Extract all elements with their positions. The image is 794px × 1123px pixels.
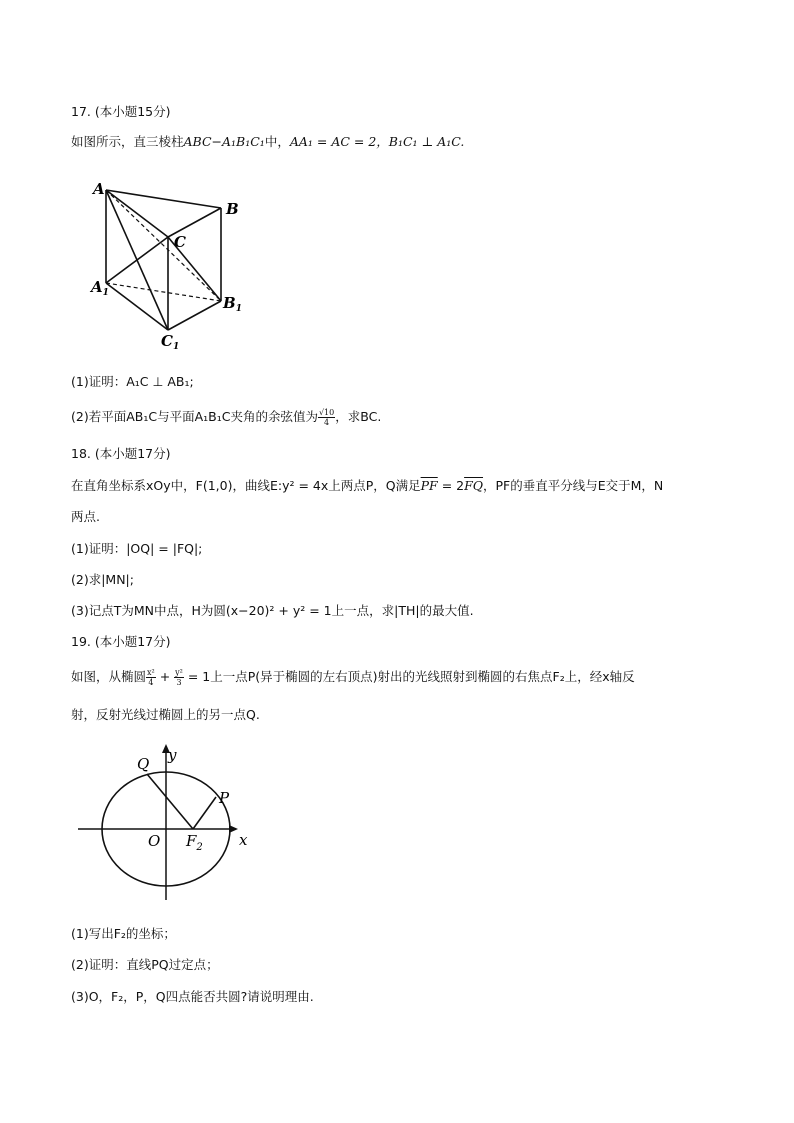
ellipse-figure	[78, 740, 258, 905]
q19-plus: +	[155, 669, 175, 684]
q18-part3: (3)记点T为MN中点，H为圆(x−20)² + y² = 1上一点，求|TH|的最大值.	[71, 603, 474, 618]
prism-figure	[88, 172, 248, 352]
vector-fq: $\overline{FQ}$	[464, 478, 484, 493]
q17-part1: (1)证明：A₁C ⊥ AB₁;	[71, 374, 194, 389]
q17-stem-prefix: 如图所示，直三棱柱	[71, 134, 184, 149]
q19-part1: (1)写出F₂的坐标；	[71, 926, 176, 941]
q19-stem-after: = 1上一点P(异于椭圆的左右顶点)射出的光线照射到椭圆的右焦点F₂上，经x轴反	[183, 669, 635, 684]
q17-stem	[71, 133, 464, 151]
q18-stem-line1	[71, 477, 663, 495]
q18-part2: (2)求|MN|;	[71, 572, 134, 587]
q18-header: 18. (本小题17分)	[71, 446, 171, 461]
point-p-label: P	[219, 789, 230, 807]
q19-stem-prefix: 如图，从椭圆	[71, 669, 147, 684]
vertex-b-label: B	[226, 200, 239, 218]
vertex-a-label: A	[93, 180, 105, 198]
q19-fraction-x: $\frac{\text{x²}}{4}$	[147, 668, 155, 687]
axis-y-label: y	[168, 746, 177, 764]
q18-part1: (1)证明：|OQ| = |FQ|;	[71, 541, 203, 556]
q18-stem-a: 在直角坐标系xOy中，F(1,0)，曲线E:y² = 4x上两点P，Q满足	[71, 478, 421, 493]
q18-stem-b: ，PF的垂直平分线与E交于M，N	[483, 478, 664, 493]
q17-stem-mid: 中，	[264, 134, 290, 149]
q17-part2-prefix: (2)若平面AB₁C与平面A₁B₁C夹角的余弦值为	[71, 409, 318, 424]
q17-condition: AA₁ = AC = 2，B₁C₁ ⊥ A₁C.	[289, 134, 465, 149]
q18-stem-line2: 两点.	[71, 509, 100, 524]
origin-label: O	[148, 832, 161, 850]
q19-part2: (2)证明：直线PQ过定点；	[71, 957, 219, 972]
focus-f2-label: $F_2$	[186, 832, 203, 853]
q19-stem-line2: 射，反射光线过椭圆上的另一点Q.	[71, 707, 260, 722]
q19-fraction-y: $\frac{\text{y²}}{3}$	[175, 668, 183, 687]
q17-part2-suffix: ，求BC.	[335, 409, 382, 424]
q19-header: 19. (本小题17分)	[71, 634, 171, 649]
q19-stem-line1	[71, 668, 635, 687]
q17-prism: ABC−A₁B₁C₁	[183, 134, 265, 149]
q17-fraction: $\frac{√10}{4}$	[318, 408, 335, 427]
q17-header: 17. (本小题15分)	[71, 104, 171, 119]
vertex-c1-label: $C_1$	[161, 332, 180, 352]
axis-x-label: x	[239, 831, 248, 849]
q19-part3: (3)O，F₂，P，Q四点能否共圆?请说明理由.	[71, 989, 314, 1004]
q17-part2	[71, 408, 381, 427]
point-q-label: Q	[137, 755, 150, 773]
vertex-c-label: C	[174, 233, 186, 251]
vector-pf: $\overline{PF}$	[420, 478, 438, 493]
vertex-a1-label: $A_1$	[91, 278, 109, 298]
q18-eq: = 2	[437, 478, 465, 493]
vertex-b1-label: $B_1$	[223, 294, 242, 314]
